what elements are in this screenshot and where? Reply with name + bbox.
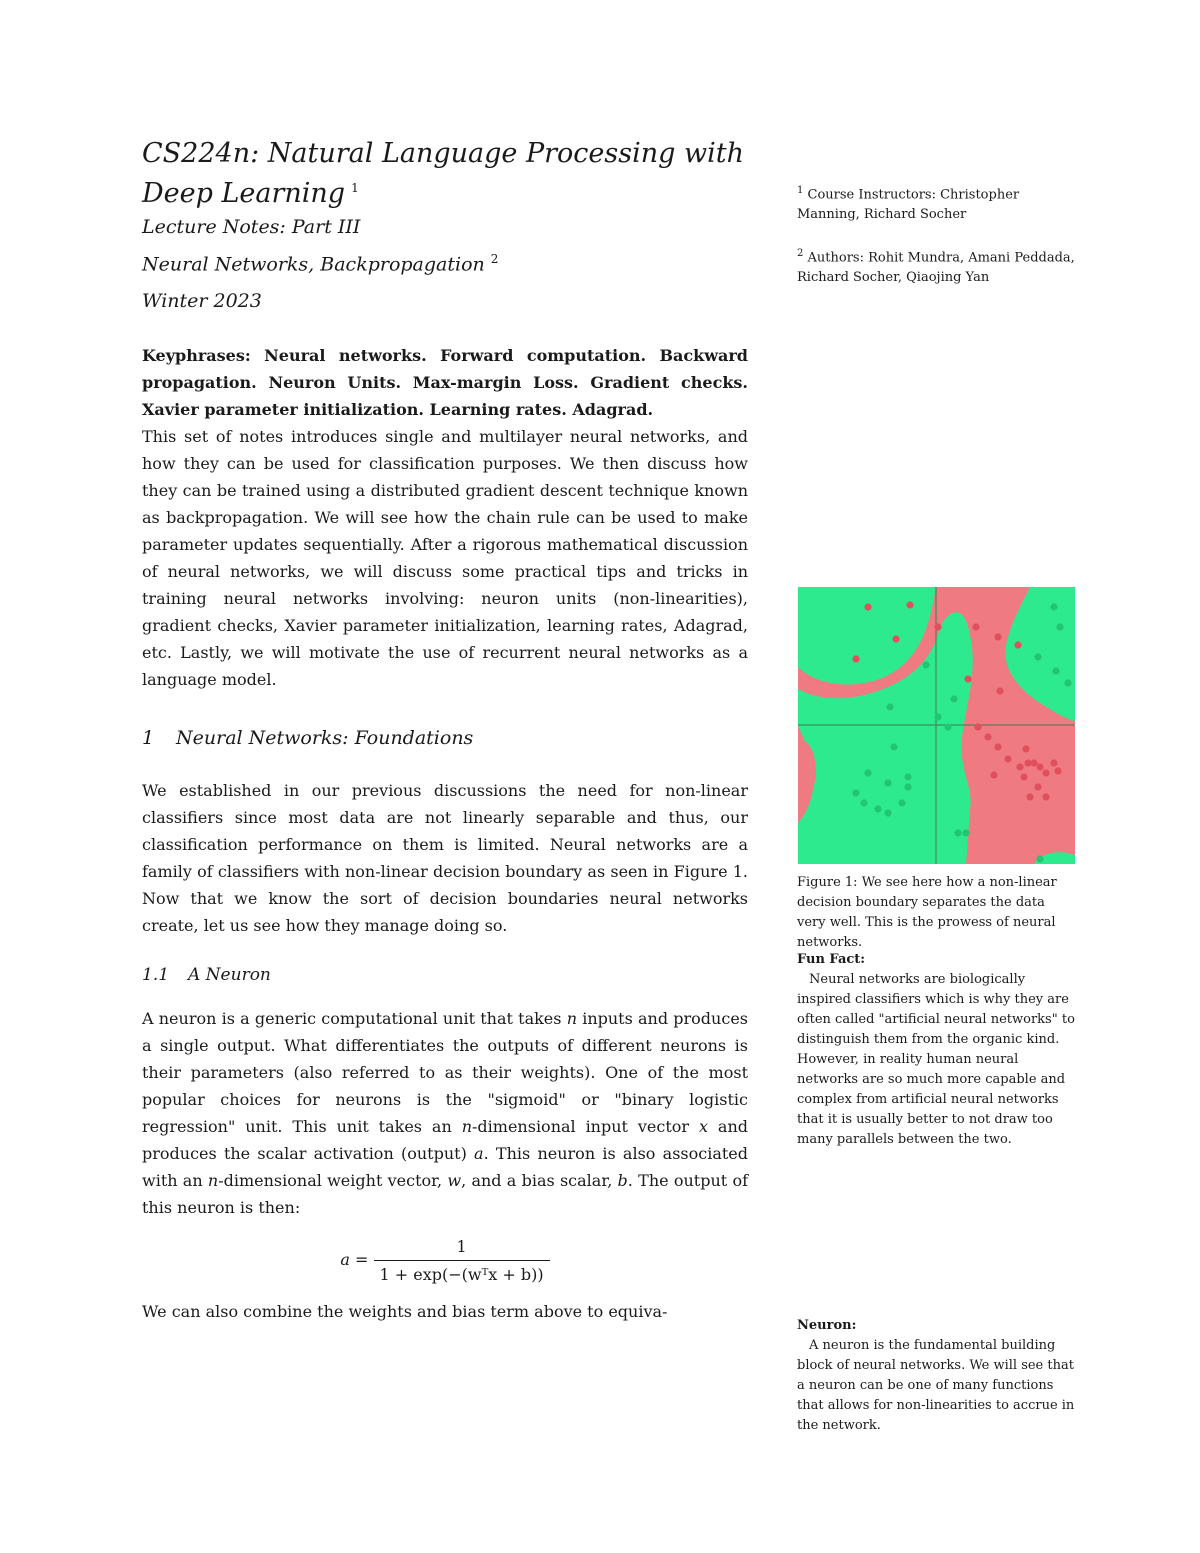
section-paragraph: We established in our previous discussions the need for non-linear classifiers since most data are not linearly separable and thus, our classification performance on them is limited. Neural networks are a family of classifiers with non-linear decision boundary as seen in Figure 1. Now that we know the sort of decision boundaries neural networks create, let us see how they manage doing so. — [142, 781, 748, 936]
decision-boundary-figure — [798, 587, 1075, 864]
green-data-point — [944, 723, 951, 730]
footnote-1: $^1$ Course Instructors: Christopher Manning, Richard Socher — [797, 185, 1020, 223]
footnote-2: $^2$ Authors: Rohit Mundra, Amani Peddada, Richard Socher, Qiaojing Yan — [797, 248, 1075, 286]
red-data-point — [994, 743, 1001, 750]
keyphrases: Keyphrases: Neural networks. Forward computation. Backward propagation. Neuron Units. Max-margin Loss. Gradient checks. Xavier parameter initialization. Learning rates. Adagrad. — [142, 346, 748, 420]
red-data-point — [1030, 759, 1037, 766]
section-heading: 1 Neural Networks: Foundations — [142, 727, 474, 750]
fun-fact-text: Neural networks are biologically inspired classifiers which is why they are often called "artificial neural networks" to distinguish them from the organic kind. However, in reality human neural networks are so much more capable and complex from artificial neural networks that it is usually better to not draw too many parallels between the two. — [797, 972, 1075, 1147]
equation-denominator: 1 + exp(−(wᵀx + b)) — [374, 1260, 550, 1284]
green-data-point — [860, 799, 867, 806]
red-data-point — [1036, 763, 1043, 770]
red-data-point — [1054, 767, 1061, 774]
green-data-point — [904, 783, 911, 790]
green-data-point — [950, 695, 957, 702]
neuron-note — [797, 1316, 1077, 1436]
red-data-point — [864, 603, 871, 610]
red-data-point — [1042, 793, 1049, 800]
red-data-point — [994, 633, 1001, 640]
footnote-mark-1: 1 — [351, 181, 359, 195]
green-data-point — [886, 703, 893, 710]
footnote-mark-2: 2 — [490, 252, 499, 266]
red-data-point — [1034, 783, 1041, 790]
green-data-point — [890, 743, 897, 750]
subsection-heading: 1.1 A Neuron — [142, 965, 271, 986]
green-data-point — [1034, 653, 1041, 660]
green-data-point — [884, 779, 891, 786]
main-column — [142, 136, 748, 1325]
green-data-point — [1036, 855, 1043, 862]
figure-caption: Figure 1: We see here how a non-linear decision boundary separates the data very well. This is the prowess of neural networks. — [797, 875, 1057, 950]
green-data-point — [884, 809, 891, 816]
red-data-point — [964, 675, 971, 682]
sigmoid-equation: a = $\frac{1}{\text{1 + exp(−(wᵀx + b))}}$ — [142, 1237, 748, 1284]
green-data-point — [904, 773, 911, 780]
red-data-point — [1050, 759, 1057, 766]
red-data-point — [1016, 763, 1023, 770]
red-data-point — [1026, 793, 1033, 800]
red-data-point — [1022, 745, 1029, 752]
red-data-point — [984, 733, 991, 740]
green-data-point — [954, 829, 961, 836]
continuation-paragraph: We can also combine the weights and bias term above to equiva- — [142, 1302, 668, 1322]
red-data-point — [1042, 769, 1049, 776]
red-data-point — [996, 687, 1003, 694]
red-data-point — [1004, 755, 1011, 762]
fun-fact-heading: Fun Fact: — [797, 952, 866, 967]
green-data-point — [874, 805, 881, 812]
red-data-point — [1020, 773, 1027, 780]
red-data-point — [934, 623, 941, 630]
neuron-paragraph: A neuron is a generic computational unit that takes n inputs and produces a single output. What differentiates the outputs of different neurons is their parameters (also referred to as their weights). One of the most popular choices for neurons is the "sigmoid" or "binary logistic regression" unit. This unit takes an n-dimensional input vector x and produces the scalar activation (output) a. This neuron is also associated with an n-dimensional weight vector, w, and a bias scalar, b. The output of this neuron is then: — [142, 1009, 749, 1218]
red-data-point — [974, 723, 981, 730]
term-label: Winter 2023 — [142, 290, 262, 313]
intro-paragraph: This set of notes introduces single and multilayer neural networks, and how they can be used for classification purposes. We then discuss how they can be trained using a distributed gradient descent technique known as backpropagation. We will see how the chain rule can be used to make parameter updates sequentially. After a rigorous mathematical discussion of neural networks, we will discuss some practical tips and tricks in training neural networks involving: neuron units (non-linearities), gradient checks, Xavier parameter initialization, learning rates, Adagrad, etc. Lastly, we will motivate the use of recurrent neural networks as a language model. — [142, 427, 748, 690]
topic-subtitle: Neural Networks, Backpropagation $^2$ — [142, 252, 499, 276]
green-data-point — [962, 829, 969, 836]
green-data-point — [1050, 603, 1057, 610]
red-data-point — [892, 635, 899, 642]
green-data-point — [852, 789, 859, 796]
paper-title: CS224n: Natural Language Processing with Deep Learning $^1$ — [142, 138, 744, 209]
red-data-point — [972, 623, 979, 630]
red-data-point — [1014, 641, 1021, 648]
green-data-point — [934, 713, 941, 720]
green-data-point — [922, 661, 929, 668]
red-data-point — [906, 601, 913, 608]
green-data-point — [1064, 679, 1071, 686]
neuron-note-text: A neuron is the fundamental building block of neural networks. We will see that a neuron can be one of many functions that allows for non-linearities to accrue in the network. — [797, 1338, 1075, 1433]
green-data-point — [1056, 623, 1063, 630]
lecture-subtitle: Lecture Notes: Part III — [142, 216, 361, 238]
equation-numerator: 1 — [456, 1237, 467, 1257]
green-data-point — [1052, 667, 1059, 674]
green-data-point — [864, 769, 871, 776]
green-data-point — [898, 799, 905, 806]
red-data-point — [990, 771, 997, 778]
fun-fact-note — [797, 950, 1077, 1150]
red-data-point — [852, 655, 859, 662]
neuron-note-heading: Neuron: — [797, 1318, 857, 1333]
